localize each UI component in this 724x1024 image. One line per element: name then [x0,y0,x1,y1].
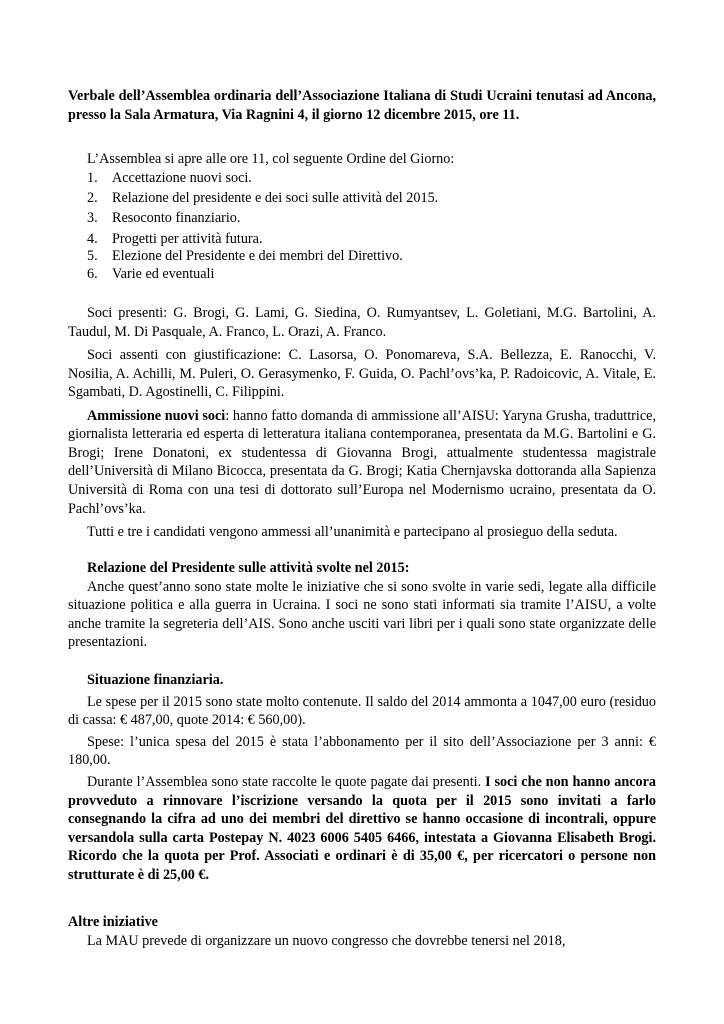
agenda-item: 1. Accettazione nuovi soci. [87,170,252,186]
soci-presenti: Soci presenti: G. Brogi, G. Lami, G. Siedina, O. Rumyantsev, L. Goletiani, M.G. Bartolini, A. Taudul, M. Di Pasquale, A. Franco, L. Orazi, A. Franco. [68,305,656,340]
agenda-item: 5. Elezione del Presidente e dei membri del Direttivo. [87,248,403,265]
ammissione-paragraph: Ammissione nuovi soci: hanno fatto domanda di ammissione all’AISU: Yaryna Grusha, traduttrice, giornalista letteraria ed esperta di letteratura italiana contemporanea, presentata da M.G. Bartolini e G. Brogi; Irene Donatoni, ex studentessa di Giovanna Brogi, attualmente studentessa magistrale dell’Università di Milano Bicocca, presentata da G. Brogi; Katia Chernjavska dottoranda alla Sapienza Università di Roma con una tesi di dottorato sull’Europa nel Modernismo ucraino, presentata da O. Pachl’ovs’ka. [68,407,656,517]
ammessi-paragraph: Tutti e tre i candidati vengono ammessi all’unanimità e partecipano al prosieguo della seduta. [87,523,618,540]
relazione-text: Anche quest’anno sono state molte le iniziative che si sono svolte in varie sedi, legate alla difficile situazione politica e alla guerra in Ucraina. I soci ne sono stati informati sia tramite l’AISU, a volte anche tramite la segreteria dell’AIS. Sono anche usciti vari libri per i quali sono state organizzate delle presentazioni. [68,578,656,651]
altre-text: La MAU prevede di organizzare un nuovo congresso che dovrebbe tenersi nel 2018, [87,932,566,949]
document-title: Verbale dell’Assemblea ordinaria dell’Associazione Italiana di Studi Ucraini tenutasi ad Ancona, presso la Sala Armatura, Via Ragnini 4, il giorno 12 dicembre 2015, ore 11. [68,88,656,123]
situazione-text-1: Le spese per il 2015 sono state molto contenute. Il saldo del 2014 ammonta a 1047,00 euro (residuo di cassa: € 487,00, quote 2014: € 560,00). [68,693,656,729]
altre-section [68,913,656,950]
soci-assenti: Soci assenti con giustificazione: C. Lasorsa, O. Ponomareva, S.A. Bellezza, E. Ranocchi, V. Nosilia, A. Achilli, M. Puleri, O. Gerasymenko, F. Guida, O. Pachl’ovs’ka, P. Radoicovic, A. Vitale, E. Sgambati, D. Agostinelli, C. Filippini. [68,346,656,401]
agenda-item: 4. Progetti per attività futura. [87,230,263,247]
altre-title: Altre iniziative [68,914,158,930]
relazione-section [68,559,656,652]
situazione-text-2: Spese: l’unica spesa del 2015 è stata l’abbonamento per il sito dell’Associazione per 3 anni: € 180,00. [68,733,656,769]
situazione-text-3: Durante l’Assemblea sono state raccolte le quote pagate dai presenti. I soci che non hanno ancora provveduto a rinnovare l’iscrizione versando la quota per il 2015 sono invitati a farlo consegnando la cifra ad uno dei membri del direttivo se hanno occasione di incontrali, oppure versandola sulla carta Postepay N. 4023 6006 5405 6466, intestata a Giovanna Elisabeth Brogi. Ricordo che la quota per Prof. Associati e ordinari è di 35,00 €, per ricercatori o persone non strutturate è di 25,00 €. [68,773,657,883]
situazione-title: Situazione finanziaria. [87,672,224,688]
agenda-item: 3. Resoconto finanziario. [87,210,241,227]
agenda-intro: L’Assemblea si apre alle ore 11, col seguente Ordine del Giorno: [87,151,455,167]
situazione-section [68,671,656,888]
members-section [68,304,656,546]
agenda-item: 6. Varie ed eventuali [87,265,215,282]
relazione-title: Relazione del Presidente sulle attività svolte nel 2015: [87,560,410,576]
agenda-list [87,169,438,285]
agenda-item: 2. Relazione del presidente e dei soci sulle attività del 2015. [87,190,439,207]
ammissione-label: Ammissione nuovi soci [87,407,226,424]
